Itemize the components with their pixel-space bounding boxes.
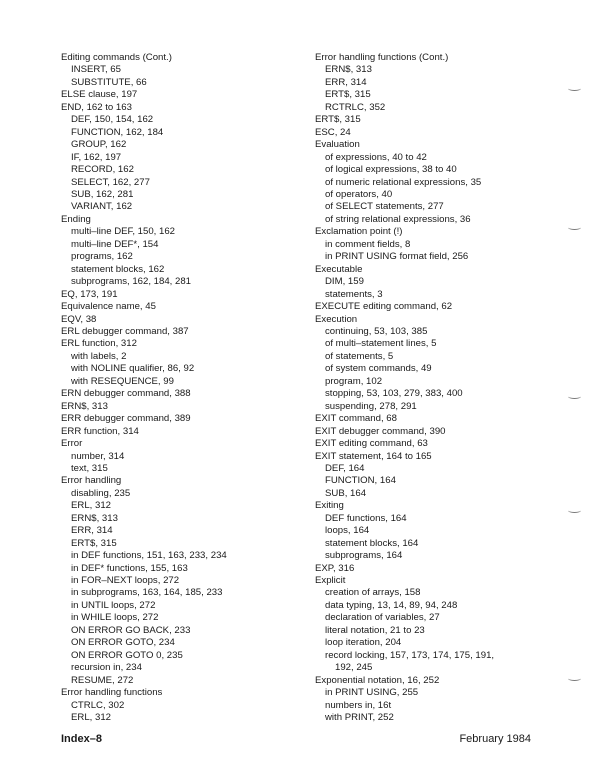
index-subentry: of logical expressions, 38 to 40 <box>325 164 457 176</box>
index-subentry: IF, 162, 197 <box>71 151 122 163</box>
index-entry: Exiting <box>315 500 344 512</box>
index-subentry: continuing, 53, 103, 385 <box>325 325 428 337</box>
index-subentry: ERN$, 313 <box>325 64 372 76</box>
index-subentry: RECORD, 162 <box>71 164 134 176</box>
index-subentry: in PRINT USING format field, 256 <box>325 251 469 263</box>
index-subentry: RESUME, 272 <box>71 674 134 686</box>
index-subentry: RCTRLC, 352 <box>325 101 386 113</box>
index-subentry: loops, 164 <box>325 525 370 537</box>
index-entry: Error <box>61 438 83 450</box>
index-subentry: 192, 245 <box>335 662 373 674</box>
index-subentry: ERT$, 315 <box>71 537 117 549</box>
index-subentry: with NOLINE qualifier, 86, 92 <box>71 363 195 375</box>
index-subentry: multi–line DEF, 150, 162 <box>71 226 175 238</box>
index-entry: EXIT statement, 164 to 165 <box>315 450 432 462</box>
index-subentry: recursion in, 234 <box>71 662 142 674</box>
margin-mark <box>568 225 581 230</box>
index-subentry: number, 314 <box>71 450 125 462</box>
index-subentry: record locking, 157, 173, 174, 175, 191, <box>325 649 495 661</box>
margin-mark <box>568 86 581 91</box>
index-subentry: in WHILE loops, 272 <box>71 612 159 624</box>
index-subentry: creation of arrays, 158 <box>325 587 421 599</box>
index-column-left <box>61 52 311 724</box>
margin-mark <box>568 676 581 681</box>
index-entry: Exponential notation, 16, 252 <box>315 674 440 686</box>
index-subentry: statements, 3 <box>325 288 383 300</box>
index-entry: Executable <box>315 263 363 275</box>
margin-mark <box>568 508 581 513</box>
index-entry: ERL function, 312 <box>61 338 137 350</box>
index-subentry: ERL, 312 <box>71 500 112 512</box>
index-subentry: of SELECT statements, 277 <box>325 201 444 213</box>
index-entry: Exclamation point (!) <box>315 226 403 238</box>
index-entry: EXP, 316 <box>315 562 355 574</box>
index-subentry: declaration of variables, 27 <box>325 612 440 624</box>
margin-mark <box>568 394 581 399</box>
index-subentry: ERL, 312 <box>71 712 112 724</box>
index-subentry: SUBSTITUTE, 66 <box>71 76 147 88</box>
index-entry: Evaluation <box>315 139 360 151</box>
index-subentry: loop iteration, 204 <box>325 637 402 649</box>
index-subentry: of system commands, 49 <box>325 363 432 375</box>
index-subentry: DIM, 159 <box>325 276 364 288</box>
index-subentry: ERT$, 315 <box>325 89 371 101</box>
index-subentry: stopping, 53, 103, 279, 383, 400 <box>325 388 463 400</box>
index-subentry: disabling, 235 <box>71 487 131 499</box>
index-subentry: DEF, 150, 154, 162 <box>71 114 154 126</box>
index-subentry: statement blocks, 162 <box>71 263 165 275</box>
index-subentry: CTRLC, 302 <box>71 699 125 711</box>
index-subentry: in PRINT USING, 255 <box>325 687 419 699</box>
index-subentry: ON ERROR GOTO, 234 <box>71 637 175 649</box>
index-entry: ERT$, 315 <box>315 114 361 126</box>
index-subentry: in UNTIL loops, 272 <box>71 599 156 611</box>
index-entry: Ending <box>61 213 91 225</box>
index-subentry: ERN$, 313 <box>71 512 118 524</box>
index-subentry: literal notation, 21 to 23 <box>325 624 425 636</box>
index-entry: Explicit <box>315 575 346 587</box>
index-entry: EXECUTE editing command, 62 <box>315 301 453 313</box>
index-entry: EXIT debugger command, 390 <box>315 425 446 437</box>
index-subentry: of numeric relational expressions, 35 <box>325 176 482 188</box>
index-entry: ERR debugger command, 389 <box>61 413 191 425</box>
index-subentry: programs, 162 <box>71 251 133 263</box>
index-subentry: subprograms, 164 <box>325 550 403 562</box>
index-subentry: in DEF* functions, 155, 163 <box>71 562 188 574</box>
index-subentry: subprograms, 162, 184, 281 <box>71 276 192 288</box>
index-entry: Editing commands (Cont.) <box>61 52 172 63</box>
index-subentry: in DEF functions, 151, 163, 233, 234 <box>71 550 227 562</box>
index-entry: END, 162 to 163 <box>61 101 132 113</box>
index-subentry: program, 102 <box>325 375 383 387</box>
index-subentry: DEF, 164 <box>325 462 365 474</box>
index-subentry: numbers in, 16t <box>325 699 392 711</box>
index-entry: Error handling functions <box>61 687 163 699</box>
index-subentry: statement blocks, 164 <box>325 537 419 549</box>
index-subentry: with RESEQUENCE, 99 <box>71 375 174 387</box>
index-entry: Error handling <box>61 475 122 487</box>
index-subentry: of string relational expressions, 36 <box>325 213 471 225</box>
index-entry: Error handling functions (Cont.) <box>315 52 449 63</box>
index-subentry: FUNCTION, 164 <box>325 475 396 487</box>
index-column-right <box>315 52 565 724</box>
index-subentry: of statements, 5 <box>325 350 394 362</box>
index-subentry: in FOR–NEXT loops, 272 <box>71 575 180 587</box>
index-subentry: ERR, 314 <box>71 525 113 537</box>
index-subentry: VARIANT, 162 <box>71 201 133 213</box>
index-entry: Execution <box>315 313 358 325</box>
index-subentry: SUB, 162, 281 <box>71 188 134 200</box>
index-subentry: data typing, 13, 14, 89, 94, 248 <box>325 599 458 611</box>
index-entry: ERN debugger command, 388 <box>61 388 191 400</box>
page-number: Index–8 <box>61 733 102 745</box>
index-subentry: in comment fields, 8 <box>325 238 411 250</box>
index-entry: ERR function, 314 <box>61 425 139 437</box>
index-entry: EQ, 173, 191 <box>61 288 118 300</box>
index-subentry: ON ERROR GO BACK, 233 <box>71 624 191 636</box>
index-subentry: INSERT, 65 <box>71 64 121 76</box>
index-entry: EXIT command, 68 <box>315 413 397 425</box>
index-subentry: SUB, 164 <box>325 487 367 499</box>
index-subentry: GROUP, 162 <box>71 139 127 151</box>
index-subentry: FUNCTION, 162, 184 <box>71 126 164 138</box>
index-entry: ESC, 24 <box>315 126 351 138</box>
index-entry: ERL debugger command, 387 <box>61 325 189 337</box>
index-subentry: in subprograms, 163, 164, 185, 233 <box>71 587 223 599</box>
index-subentry: of expressions, 40 to 42 <box>325 151 427 163</box>
index-subentry: with PRINT, 252 <box>325 712 394 724</box>
index-entry: Equivalence name, 45 <box>61 301 156 313</box>
index-subentry: ON ERROR GOTO 0, 235 <box>71 649 183 661</box>
index-entry: EQV, 38 <box>61 313 97 325</box>
index-subentry: SELECT, 162, 277 <box>71 176 150 188</box>
index-subentry: of multi–statement lines, 5 <box>325 338 437 350</box>
index-subentry: ERR, 314 <box>325 76 367 88</box>
index-entry: EXIT editing command, 63 <box>315 438 428 450</box>
index-subentry: of operators, 40 <box>325 188 393 200</box>
index-entry: ELSE clause, 197 <box>61 89 138 101</box>
publication-date: February 1984 <box>459 733 531 745</box>
index-subentry: text, 315 <box>71 462 108 474</box>
index-subentry: suspending, 278, 291 <box>325 400 417 412</box>
index-subentry: multi–line DEF*, 154 <box>71 238 159 250</box>
index-subentry: DEF functions, 164 <box>325 512 407 524</box>
index-subentry: with labels, 2 <box>71 350 127 362</box>
index-entry: ERN$, 313 <box>61 400 108 412</box>
